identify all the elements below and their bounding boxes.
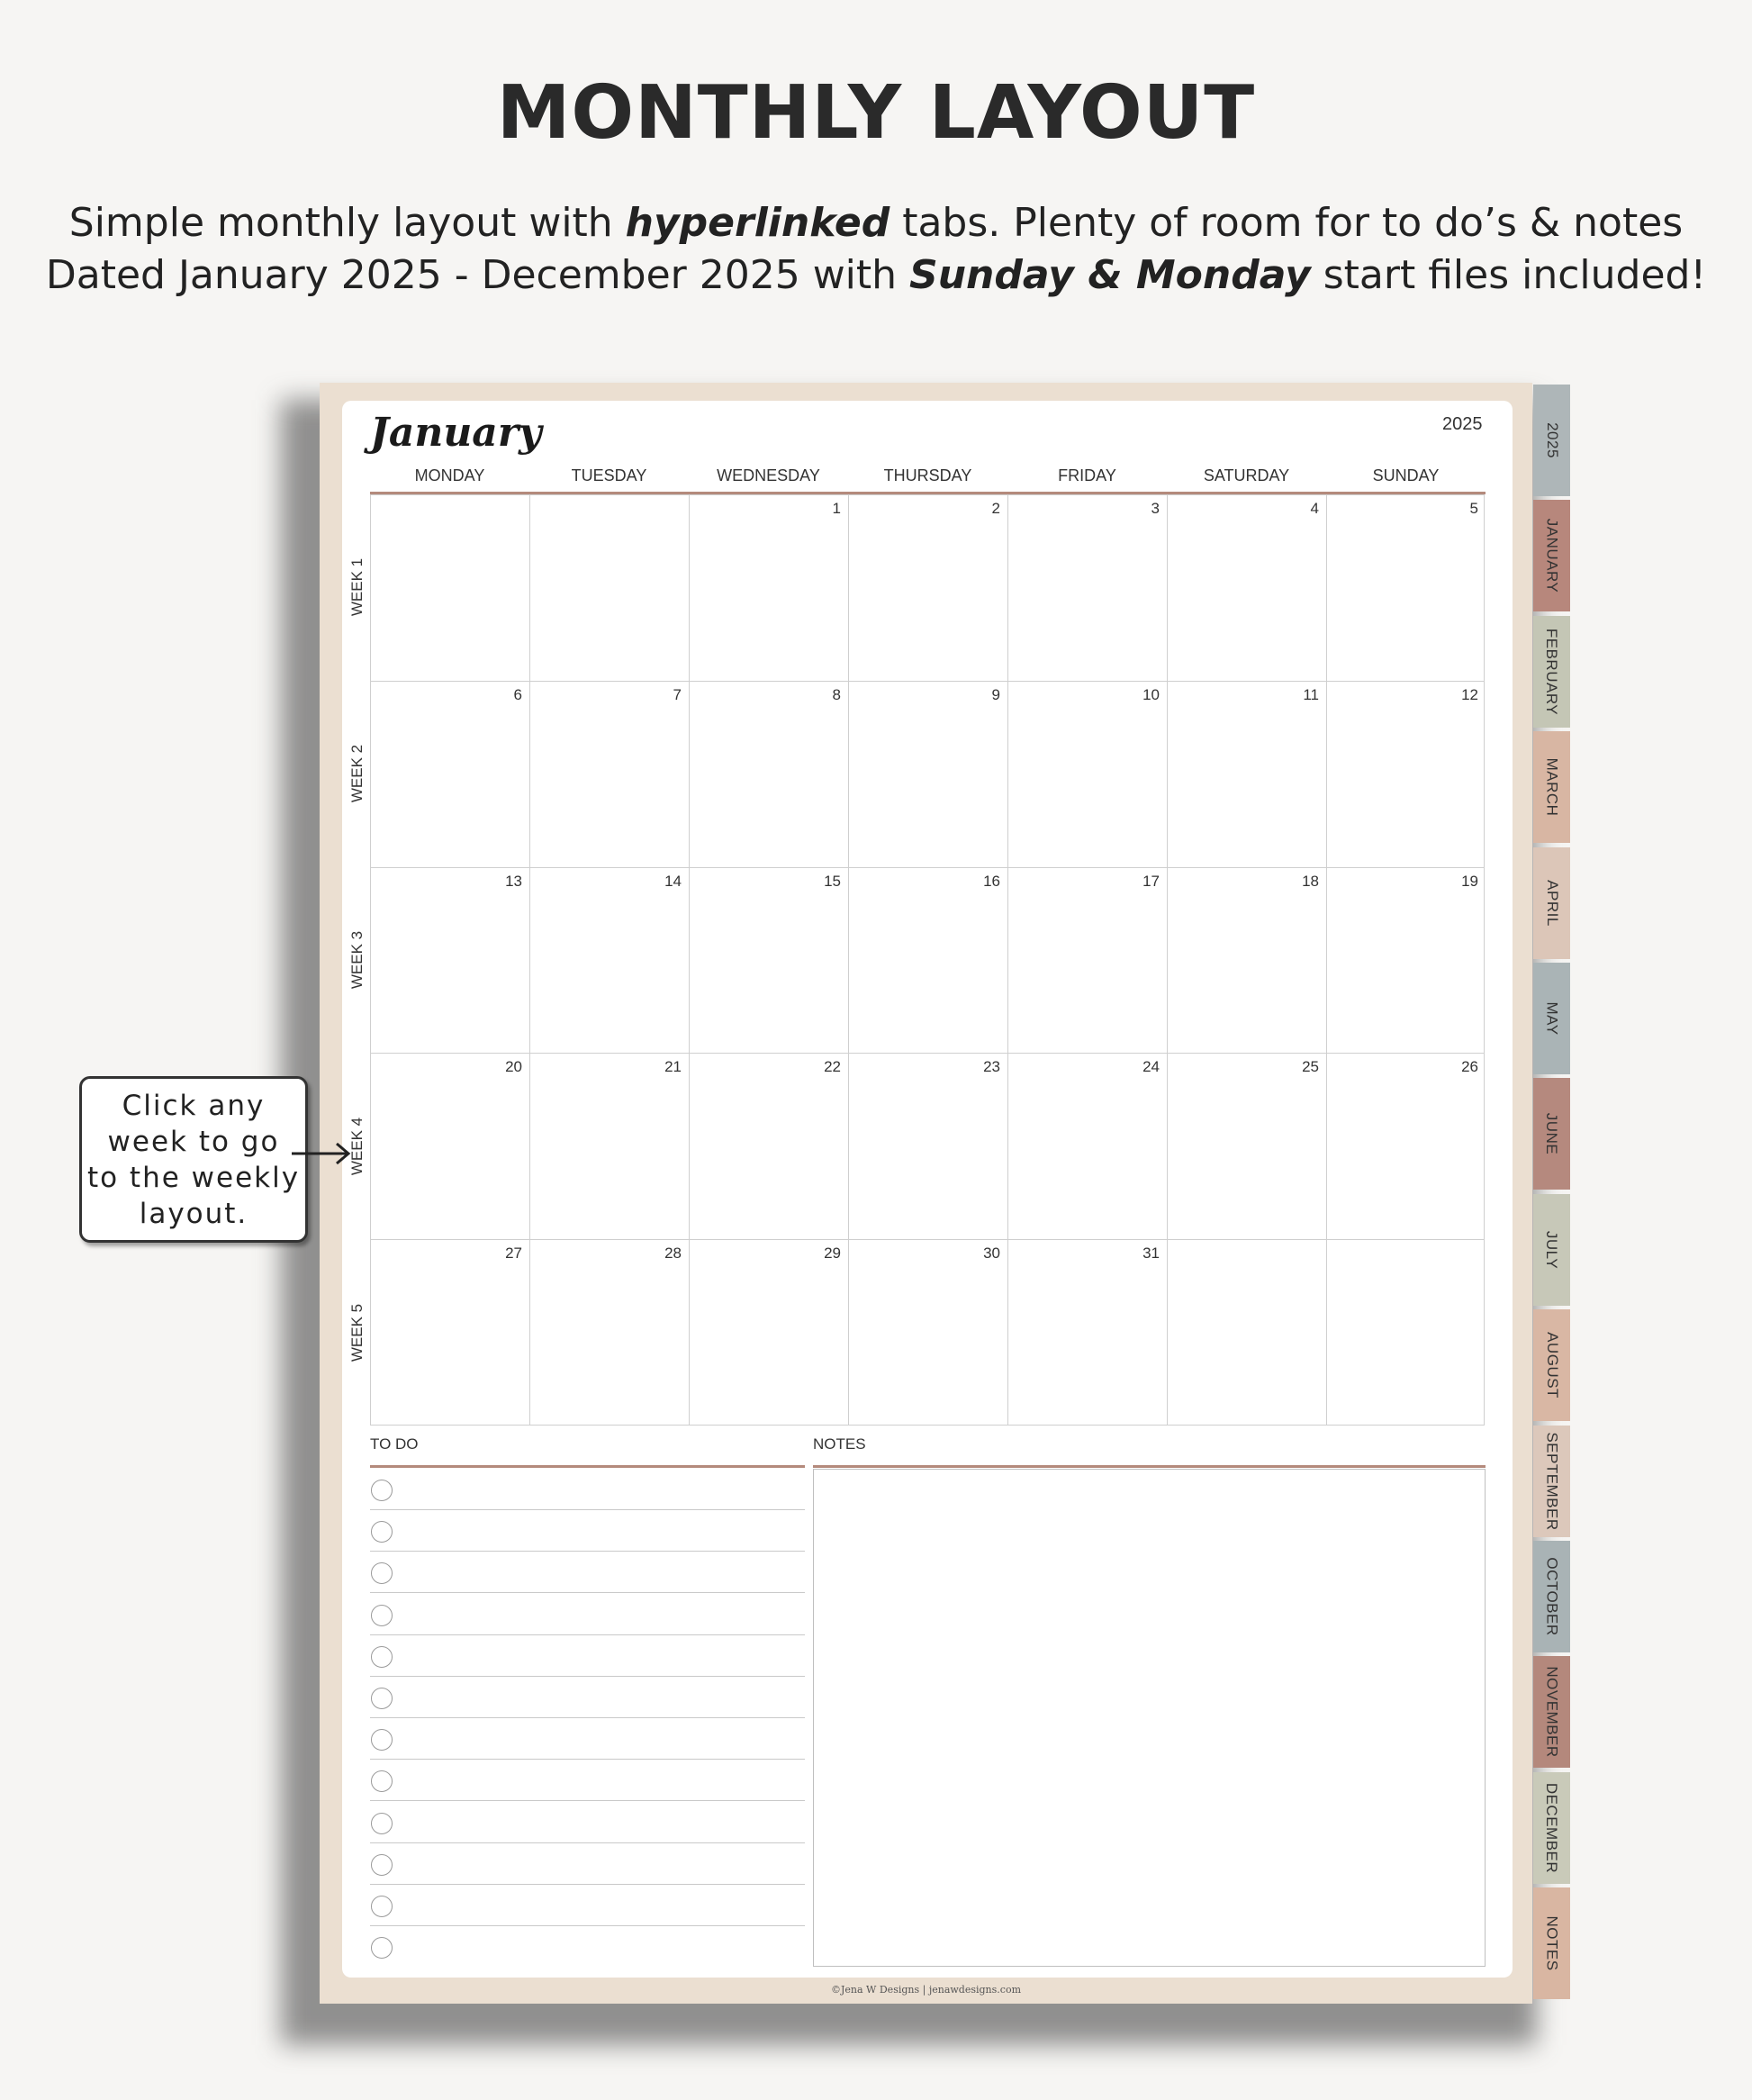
todo-line [370, 1551, 805, 1552]
date-16[interactable]: 16 [983, 872, 1000, 890]
todo-checkbox[interactable] [371, 1521, 393, 1543]
date-27[interactable]: 27 [505, 1245, 522, 1263]
week-link-5[interactable] [344, 1270, 371, 1396]
date-25[interactable]: 25 [1302, 1058, 1319, 1076]
date-19[interactable]: 19 [1461, 872, 1478, 890]
todo-checkbox[interactable] [371, 1937, 393, 1959]
grid-row-divider [371, 1239, 1484, 1240]
subtitle-emphasis: hyperlinked [625, 200, 890, 246]
tab-label: OCTOBER [1543, 1557, 1561, 1636]
callout-text: Click any week to go to the weekly layout. [86, 1089, 301, 1230]
page-heading: MONTHLY LAYOUT [496, 70, 1256, 156]
week-link-3[interactable] [344, 897, 371, 1023]
date-7[interactable]: 7 [673, 685, 682, 703]
tab-may[interactable] [1533, 963, 1570, 1074]
subtitle-text: Dated January 2025 - December 2025 with [45, 252, 910, 298]
date-21[interactable]: 21 [664, 1058, 682, 1076]
todo-line [370, 1676, 805, 1677]
calendar-grid [370, 494, 1485, 1426]
todo-line [370, 1884, 805, 1885]
date-10[interactable]: 10 [1142, 685, 1160, 703]
tab-label: NOTES [1543, 1915, 1561, 1971]
tab-label: MARCH [1543, 757, 1561, 817]
tab-label: NOVEMBER [1543, 1666, 1561, 1759]
date-28[interactable]: 28 [664, 1245, 682, 1263]
date-14[interactable]: 14 [664, 872, 682, 890]
tab-label: DECEMBER [1543, 1782, 1561, 1873]
tab-notes[interactable] [1533, 1887, 1570, 1999]
callout-box [79, 1076, 308, 1243]
date-26[interactable]: 26 [1461, 1058, 1478, 1076]
date-18[interactable]: 18 [1302, 872, 1319, 890]
date-24[interactable]: 24 [1142, 1058, 1160, 1076]
subtitle-line-2 [0, 252, 1752, 298]
tab-label: SEPTEMBER [1543, 1431, 1561, 1531]
day-header-saturday: SATURDAY [1203, 466, 1290, 484]
tab-april[interactable] [1533, 847, 1570, 959]
week-label-text: WEEK 4 [348, 1117, 366, 1175]
notes-rule [813, 1465, 1486, 1468]
tab-august[interactable] [1533, 1309, 1570, 1421]
todo-checkbox[interactable] [371, 1605, 393, 1626]
date-9[interactable]: 9 [991, 685, 1000, 703]
day-header-thursday: THURSDAY [883, 466, 972, 484]
tab-july[interactable] [1533, 1194, 1570, 1306]
date-11[interactable]: 11 [1303, 685, 1319, 703]
day-header-tuesday: TUESDAY [571, 466, 647, 484]
date-22[interactable]: 22 [824, 1058, 841, 1076]
tab-march[interactable] [1533, 731, 1570, 843]
notes-label: NOTES [813, 1435, 866, 1453]
todo-checkbox[interactable] [371, 1729, 393, 1751]
week-link-2[interactable] [344, 711, 371, 837]
grid-column-divider [689, 495, 690, 1425]
tab-2025[interactable] [1533, 385, 1570, 496]
subtitle-emphasis: Sunday & Monday [909, 252, 1311, 298]
day-header-wednesday: WEDNESDAY [717, 466, 820, 484]
tab-label: APRIL [1543, 879, 1561, 927]
todo-line [370, 1717, 805, 1718]
grid-row-divider [371, 681, 1484, 682]
subtitle-text: Simple monthly layout with [68, 200, 626, 246]
day-header-monday: MONDAY [414, 466, 485, 484]
date-13[interactable]: 13 [505, 872, 522, 890]
day-header-sunday: SUNDAY [1372, 466, 1440, 484]
todo-line [370, 1634, 805, 1635]
todo-checkbox[interactable] [371, 1896, 393, 1917]
date-6[interactable]: 6 [513, 685, 522, 703]
date-23[interactable]: 23 [983, 1058, 1000, 1076]
week-label-text: WEEK 3 [348, 930, 366, 990]
tab-label: MAY [1543, 1001, 1561, 1036]
subtitle-line-1 [0, 200, 1752, 246]
todo-checkbox[interactable] [371, 1646, 393, 1668]
todo-rule [370, 1465, 805, 1468]
grid-column-divider [1007, 495, 1008, 1425]
tab-label: FEBRUARY [1543, 628, 1561, 715]
date-17[interactable]: 17 [1142, 872, 1160, 890]
todo-checkbox[interactable] [371, 1688, 393, 1709]
date-31[interactable]: 31 [1142, 1245, 1160, 1263]
todo-checkbox[interactable] [371, 1854, 393, 1876]
notes-area[interactable] [813, 1469, 1486, 1967]
date-2[interactable]: 2 [991, 500, 1000, 517]
todo-checkbox[interactable] [371, 1480, 393, 1501]
todo-line [370, 1759, 805, 1760]
date-15[interactable]: 15 [824, 872, 841, 890]
date-12[interactable]: 12 [1461, 685, 1478, 703]
date-5[interactable]: 5 [1469, 500, 1478, 517]
date-1[interactable]: 1 [832, 500, 841, 517]
grid-row-divider [371, 1053, 1484, 1054]
week-link-1[interactable] [344, 524, 371, 650]
date-4[interactable]: 4 [1310, 500, 1319, 517]
week-label-text: WEEK 5 [348, 1303, 366, 1362]
tab-january[interactable] [1533, 500, 1570, 611]
tab-october[interactable] [1533, 1541, 1570, 1652]
month-title: January [370, 410, 542, 456]
date-29[interactable]: 29 [824, 1245, 841, 1263]
week-label-text: WEEK 1 [348, 558, 366, 617]
tab-november[interactable] [1533, 1656, 1570, 1768]
grid-row-divider [371, 867, 1484, 868]
tab-label: 2025 [1543, 422, 1561, 458]
todo-line [370, 1925, 805, 1926]
year-label: 2025 [1442, 414, 1483, 434]
todo-line [370, 1592, 805, 1593]
tab-label: JANUARY [1543, 519, 1561, 593]
grid-column-divider [1167, 495, 1168, 1425]
footer-credit: ©Jena W Designs | jenawdesigns.com [831, 1984, 1021, 1996]
tab-label: AUGUST [1543, 1332, 1561, 1399]
grid-column-divider [1326, 495, 1327, 1425]
todo-checkbox[interactable] [371, 1813, 393, 1834]
week-label-text: WEEK 2 [348, 745, 366, 803]
tab-label: JULY [1543, 1230, 1561, 1269]
todo-line [370, 1509, 805, 1510]
date-8[interactable]: 8 [832, 685, 841, 703]
todo-line [370, 1800, 805, 1801]
todo-line [370, 1842, 805, 1843]
tab-label: JUNE [1543, 1113, 1561, 1155]
tab-june[interactable] [1533, 1078, 1570, 1190]
day-header-friday: FRIDAY [1058, 466, 1116, 484]
todo-label: TO DO [370, 1435, 419, 1453]
tab-september[interactable] [1533, 1426, 1570, 1537]
date-20[interactable]: 20 [505, 1058, 522, 1076]
arrow-right-icon [290, 1140, 353, 1167]
date-3[interactable]: 3 [1151, 500, 1160, 517]
grid-column-divider [848, 495, 849, 1425]
subtitle-text: tabs. Plenty of room for to do’s & notes [890, 200, 1684, 246]
tab-december[interactable] [1533, 1772, 1570, 1884]
date-30[interactable]: 30 [983, 1245, 1000, 1263]
subtitle-text: start files included! [1310, 252, 1707, 298]
tab-february[interactable] [1533, 616, 1570, 728]
grid-column-divider [529, 495, 530, 1425]
